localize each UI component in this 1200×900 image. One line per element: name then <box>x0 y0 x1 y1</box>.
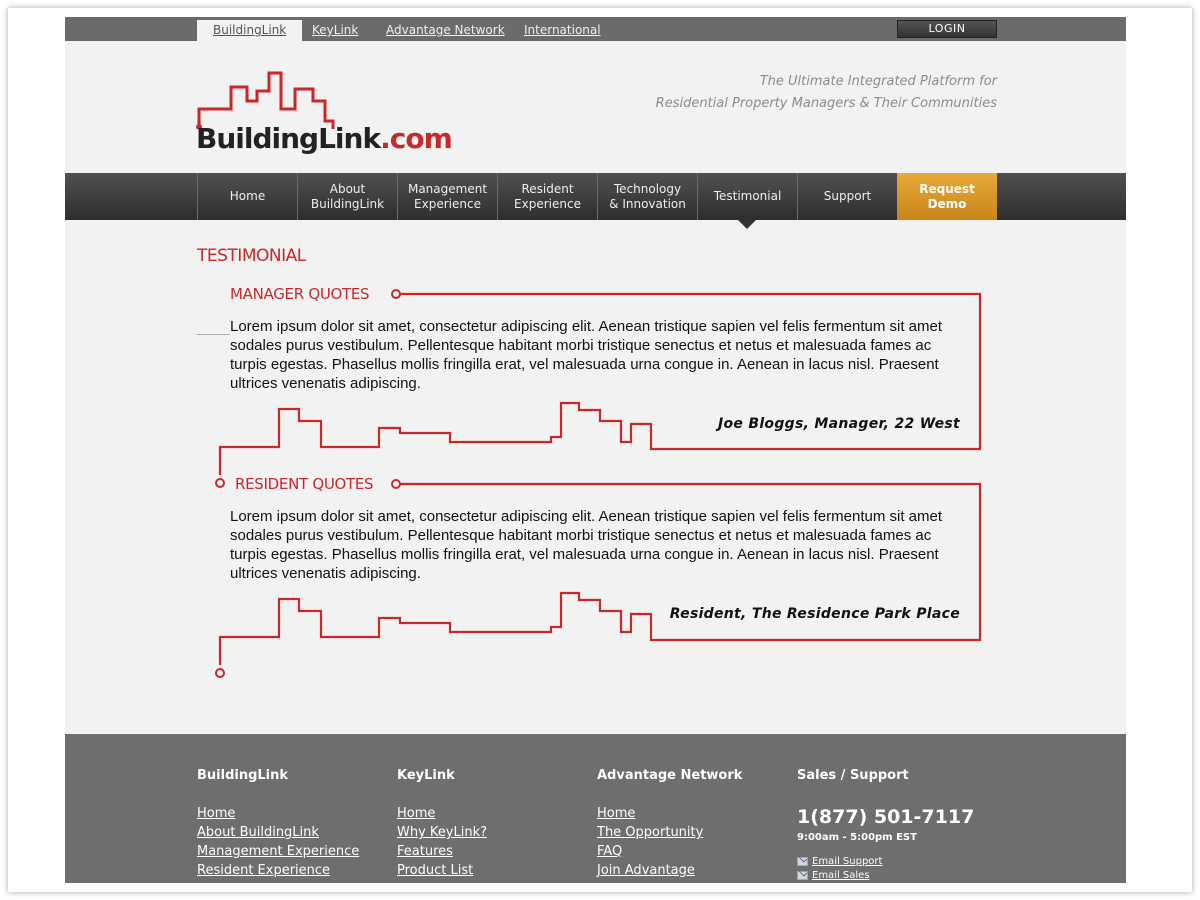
nav-item-label: About <box>329 181 366 196</box>
top-tab-advantage-network[interactable]: Advantage Network <box>386 23 505 37</box>
nav-item-label: Testimonial <box>713 189 782 203</box>
footer-link[interactable]: Home <box>397 806 436 821</box>
support-hours: 9:00am - 5:00pm EST <box>797 832 917 843</box>
nav-item-label: Technology <box>613 181 682 196</box>
page <box>65 17 1126 883</box>
footer-column-title: Sales / Support <box>797 768 909 783</box>
footer-link[interactable]: Management Experience <box>197 844 360 859</box>
footer-link[interactable]: Product List <box>397 863 474 878</box>
resident-quote-text: Lorem ipsum dolor sit amet, consectetur adipiscing elit. Aenean tristique sapien vel felis fermentum sit amet sodales purus vestibulum. Pellentesque habitant morbi tristique senectus et netus et malesuada fames ac turpis egestas. Phasellus mollis fringilla erat, vel malesuada urna congue in. Aenean in lacus nisl. Praesent ultrices venenatis adipiscing. <box>230 508 943 582</box>
resident-quotes-title: RESIDENT QUOTES <box>235 475 374 493</box>
page-title: TESTIMONIAL <box>197 246 306 266</box>
top-tab-international[interactable]: International <box>524 23 601 37</box>
divider <box>197 334 230 335</box>
footer-link[interactable]: Resident Experience <box>197 863 331 878</box>
nav-item-label: BuildingLink <box>310 196 385 211</box>
email-sales-label: Email Sales <box>812 870 870 881</box>
tagline-line-2: Residential Property Managers & Their Communities <box>655 96 997 111</box>
footer-link[interactable]: Home <box>597 806 636 821</box>
mail-icon <box>797 857 808 866</box>
phone-number[interactable]: 1(877) 501-7117 <box>797 806 975 828</box>
top-tab-keylink[interactable]: KeyLink <box>312 23 359 37</box>
nav-item-label: Experience <box>414 196 481 211</box>
mail-icon <box>797 871 808 880</box>
nav-item-label: Support <box>823 189 872 203</box>
footer-link[interactable]: Features <box>397 844 453 859</box>
email-support-link[interactable] <box>797 856 882 867</box>
nav-item-label: Demo <box>927 196 967 211</box>
footer-link[interactable]: Home <box>197 806 236 821</box>
email-sales-link[interactable] <box>797 870 870 881</box>
email-support-label: Email Support <box>812 856 883 867</box>
footer-column-title: BuildingLink <box>197 768 289 783</box>
resident-quote-attribution: Resident, The Residence Park Place <box>669 606 960 622</box>
footer-link[interactable]: Why KeyLink? <box>397 825 488 840</box>
manager-quote-text: Lorem ipsum dolor sit amet, consectetur adipiscing elit. Aenean tristique sapien vel felis fermentum sit amet sodales purus vestibulum. Pellentesque habitant morbi tristique senectus et netus et malesuada fames ac turpis egestas. Phasellus mollis fringilla erat, vel malesuada urna congue in. Aenean in lacus nisl. Praesent ultrices venenatis adipiscing. <box>230 318 943 392</box>
logo-text-main: BuildingLink <box>196 122 381 155</box>
login-button[interactable]: LOGIN <box>897 20 997 38</box>
footer-link[interactable]: The Opportunity <box>597 825 704 840</box>
tagline-line-1: The Ultimate Integrated Platform for <box>759 74 997 89</box>
footer-link[interactable]: About BuildingLink <box>197 825 319 840</box>
manager-quote-attribution: Joe Bloggs, Manager, 22 West <box>717 416 960 432</box>
footer-column-title: Advantage Network <box>597 768 743 783</box>
nav-item-label: Experience <box>514 196 581 211</box>
nav-item-label: & Innovation <box>609 196 686 211</box>
footer-column-title: KeyLink <box>397 768 455 783</box>
footer-link[interactable]: FAQ <box>597 844 623 859</box>
footer-link[interactable]: Join Advantage <box>597 863 695 878</box>
nav-item-label: Resident <box>521 181 574 196</box>
nav-item-label: Management <box>407 181 488 196</box>
nav-item-label: Request <box>919 181 975 196</box>
footer <box>65 734 1126 883</box>
top-tab-buildinglink[interactable]: BuildingLink <box>197 20 302 41</box>
nav-item-label: Home <box>229 189 266 203</box>
logo-text-suffix: .com <box>380 122 452 155</box>
manager-quotes-title: MANAGER QUOTES <box>230 285 370 303</box>
